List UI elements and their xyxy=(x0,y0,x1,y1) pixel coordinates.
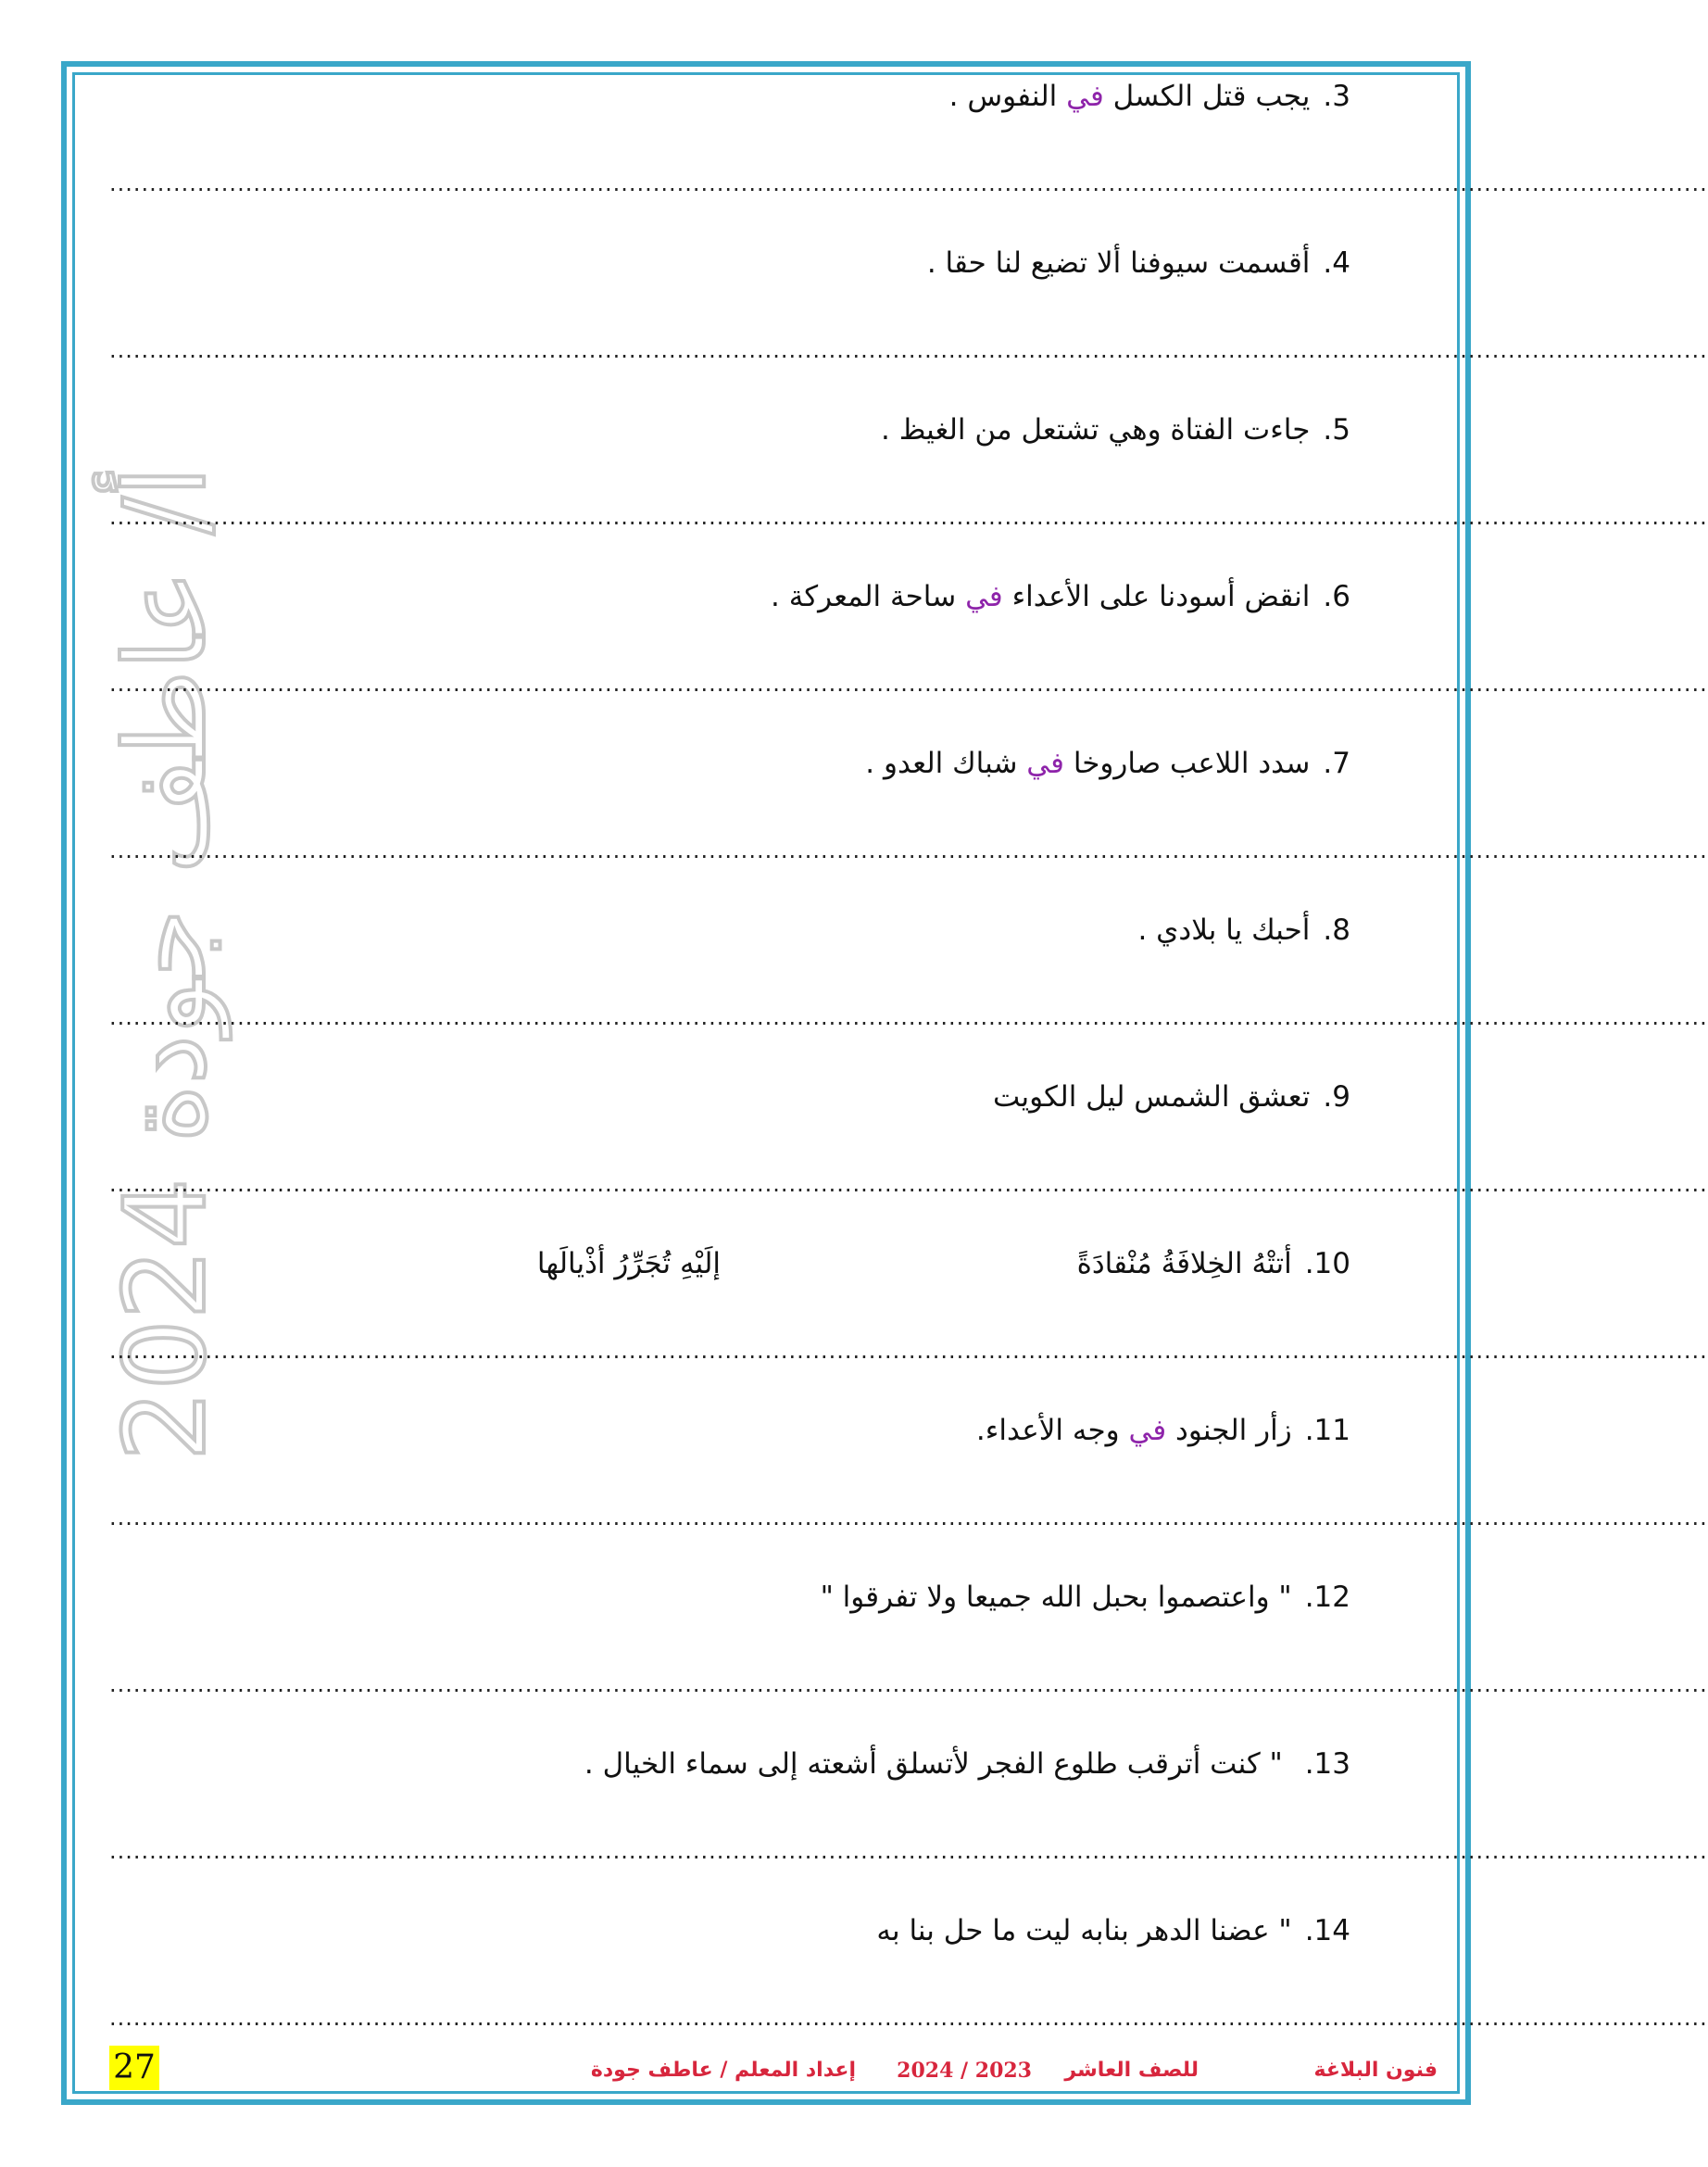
item-number: 11. xyxy=(1304,1414,1350,1447)
item-text: " واعتصموا بحبل الله جميعا ولا تفرقوا " xyxy=(820,1581,1292,1614)
highlighted-preposition: في xyxy=(1066,80,1104,113)
answer-line[interactable]: ........................................................................................................................................................................................................ xyxy=(109,337,1708,363)
page-number: 27 xyxy=(109,2046,159,2090)
watermark-text: أ/ عاطف جودة 2024 xyxy=(102,466,231,1461)
answer-line[interactable]: ........................................................................................................................................................................................................ xyxy=(109,1338,1708,1364)
item-text: أقسمت سيوفنا ألا تضيع لنا حقا . xyxy=(926,246,1311,280)
exercise-item xyxy=(876,1914,1350,1947)
answer-line[interactable]: ........................................................................................................................................................................................................ xyxy=(109,838,1708,863)
answer-line[interactable]: ........................................................................................................................................................................................................ xyxy=(109,671,1708,697)
item-number: 8. xyxy=(1323,913,1350,947)
exercise-item xyxy=(993,1080,1350,1114)
exercise-item xyxy=(865,747,1350,780)
item-number: 13. xyxy=(1304,1747,1350,1781)
answer-line[interactable]: ........................................................................................................................................................................................................ xyxy=(109,1671,1708,1697)
exercise-item xyxy=(821,1581,1350,1614)
item-number: 5. xyxy=(1323,413,1350,447)
verse-first-hemistich: أتتْهُ الخِلافَةُ مُنْقادَةً xyxy=(1076,1247,1292,1280)
answer-line[interactable]: ........................................................................................................................................................................................................ xyxy=(109,170,1708,196)
item-number: 7. xyxy=(1323,747,1350,780)
exercise-item xyxy=(927,246,1350,280)
exercise-item xyxy=(949,80,1350,113)
item-text: زأر الجنود xyxy=(1166,1414,1292,1447)
footer-title: فنون البلاغة xyxy=(1313,2059,1438,2082)
footer-author: إعداد المعلم / عاطف جودة xyxy=(590,2059,856,2082)
item-text: تعشق الشمس ليل الكويت xyxy=(993,1080,1311,1114)
answer-line[interactable]: ........................................................................................................................................................................................................ xyxy=(109,1838,1708,1864)
item-number: 6. xyxy=(1323,580,1350,613)
verse-second-hemistich: إلَيْهِ تُجَرِّرُ أذْيالَها xyxy=(536,1247,721,1280)
item-number: 9. xyxy=(1323,1080,1350,1114)
item-text-continued: وجه الأعداء. xyxy=(975,1414,1129,1447)
answer-line[interactable]: ........................................................................................................................................................................................................ xyxy=(109,2005,1708,2031)
item-text: أحبك يا بلادي . xyxy=(1137,913,1311,947)
footer-year: 2024 / 2023 xyxy=(897,2059,1032,2083)
exercise-item xyxy=(771,580,1350,613)
item-number: 12. xyxy=(1304,1581,1350,1614)
exercise-item xyxy=(584,1747,1350,1781)
item-text-continued: النفوس . xyxy=(948,80,1067,113)
item-text-continued: شباك العدو . xyxy=(865,747,1027,780)
item-text: " كنت أترقب طلوع الفجر لأتسلق أشعته إلى سماء الخيال . xyxy=(584,1747,1292,1781)
item-number: 3. xyxy=(1323,80,1350,113)
exercise-item xyxy=(1137,913,1350,947)
item-number: 14. xyxy=(1304,1914,1350,1947)
answer-line[interactable]: ........................................................................................................................................................................................................ xyxy=(109,504,1708,530)
highlighted-preposition: في xyxy=(965,580,1003,613)
item-text: " عضنا الدهر بنابه ليت ما حل بنا به xyxy=(876,1914,1292,1947)
item-text: جاءت الفتاة وهي تشتعل من الغيظ . xyxy=(881,413,1311,447)
item-text: انقض أسودنا على الأعداء xyxy=(1002,580,1311,613)
answer-line[interactable]: ........................................................................................................................................................................................................ xyxy=(109,1171,1708,1197)
item-text-continued: ساحة المعركة . xyxy=(771,580,966,613)
item-text: يجب قتل الكسل xyxy=(1103,80,1311,113)
exercise-item xyxy=(881,413,1350,447)
highlighted-preposition: في xyxy=(1026,747,1064,780)
answer-line[interactable]: ........................................................................................................................................................................................................ xyxy=(109,1505,1708,1531)
item-number: 10. xyxy=(1304,1247,1350,1280)
answer-line[interactable]: ........................................................................................................................................................................................................ xyxy=(109,1004,1708,1030)
footer-grade: للصف العاشر xyxy=(1064,2059,1199,2082)
item-text: سدد اللاعب صاروخا xyxy=(1063,747,1311,780)
highlighted-preposition: في xyxy=(1128,1414,1167,1447)
exercise-item xyxy=(91,1247,1350,1280)
exercise-item xyxy=(976,1414,1350,1447)
item-number: 4. xyxy=(1323,246,1350,280)
